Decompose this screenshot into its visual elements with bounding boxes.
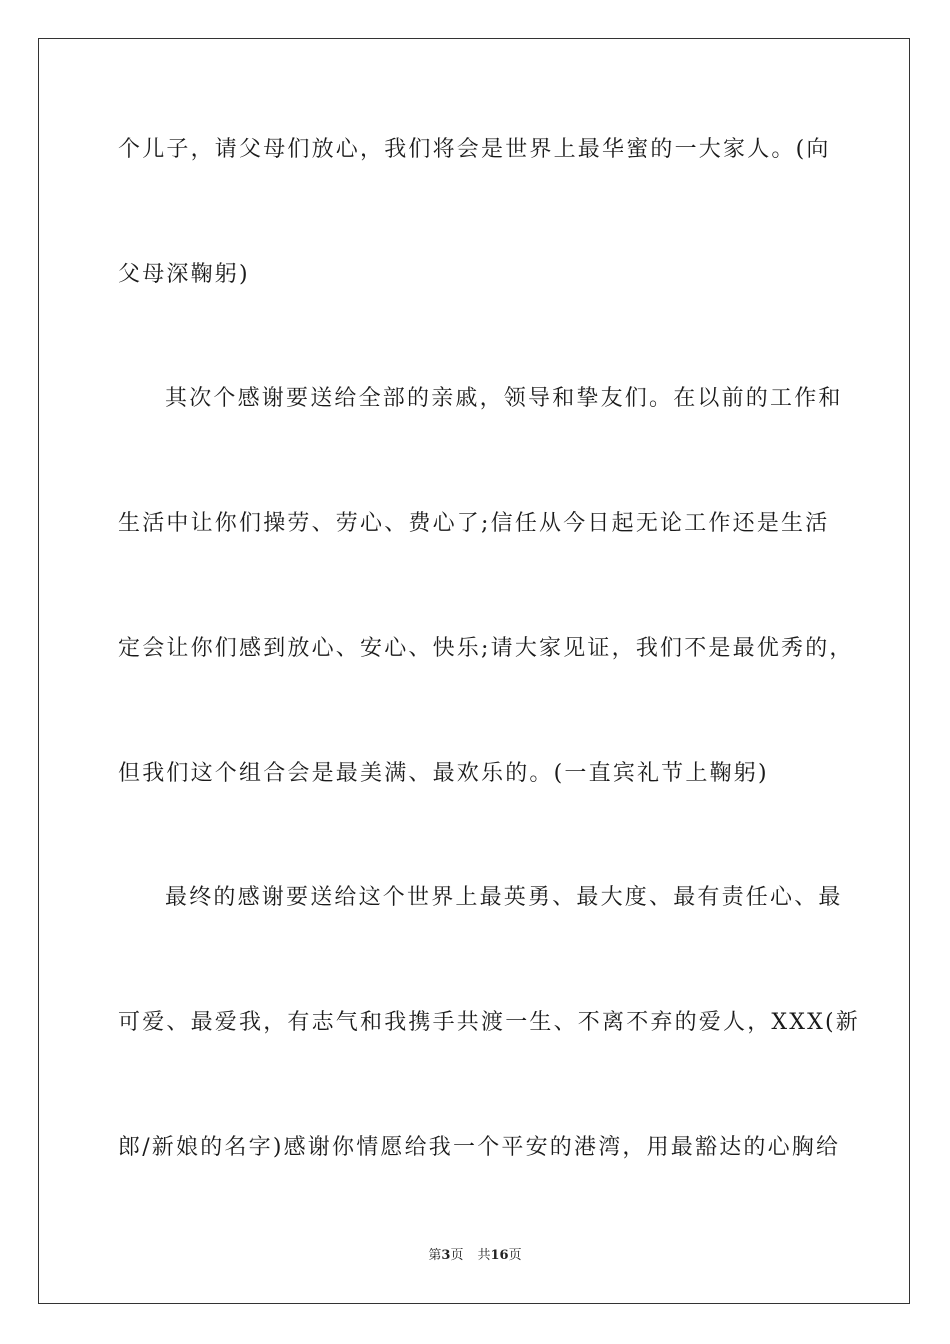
text-line: 个儿子，请父母们放心，我们将会是世界上最华蜜的一大家人。(向 [118, 137, 831, 162]
page-border [38, 38, 910, 1304]
page-number: 3 [441, 1248, 451, 1263]
text-line: 可爱、最爱我，有志气和我携手共渡一生、不离不弃的爱人，XXX(新 [118, 1010, 860, 1035]
text-line: 定会让你们感到放心、安心、快乐;请大家见证，我们不是最优秀的， [118, 636, 854, 661]
page-footer [0, 1247, 950, 1265]
total-suffix: 页 [508, 1248, 522, 1263]
text-line: 郎/新娘的名字)感谢你情愿给我一个平安的港湾，用最豁达的心胸给 [118, 1135, 841, 1160]
text-line: 但我们这个组合会是最美满、最欢乐的。(一直宾礼节上鞠躬) [118, 761, 769, 786]
paragraph-start-line: 其次个感谢要送给全部的亲戚，领导和挚友们。在以前的工作和 [165, 386, 843, 411]
page-prefix: 第 [428, 1248, 442, 1263]
page-suffix: 页 [450, 1248, 464, 1263]
text-line: 生活中让你们操劳、劳心、费心了;信任从今日起无论工作还是生活 [118, 511, 830, 536]
total-prefix: 共 [477, 1248, 491, 1263]
text-line: 父母深鞠躬) [118, 262, 250, 287]
paragraph-start-line: 最终的感谢要送给这个世界上最英勇、最大度、最有责任心、最 [165, 885, 843, 910]
total-pages: 16 [490, 1248, 509, 1263]
